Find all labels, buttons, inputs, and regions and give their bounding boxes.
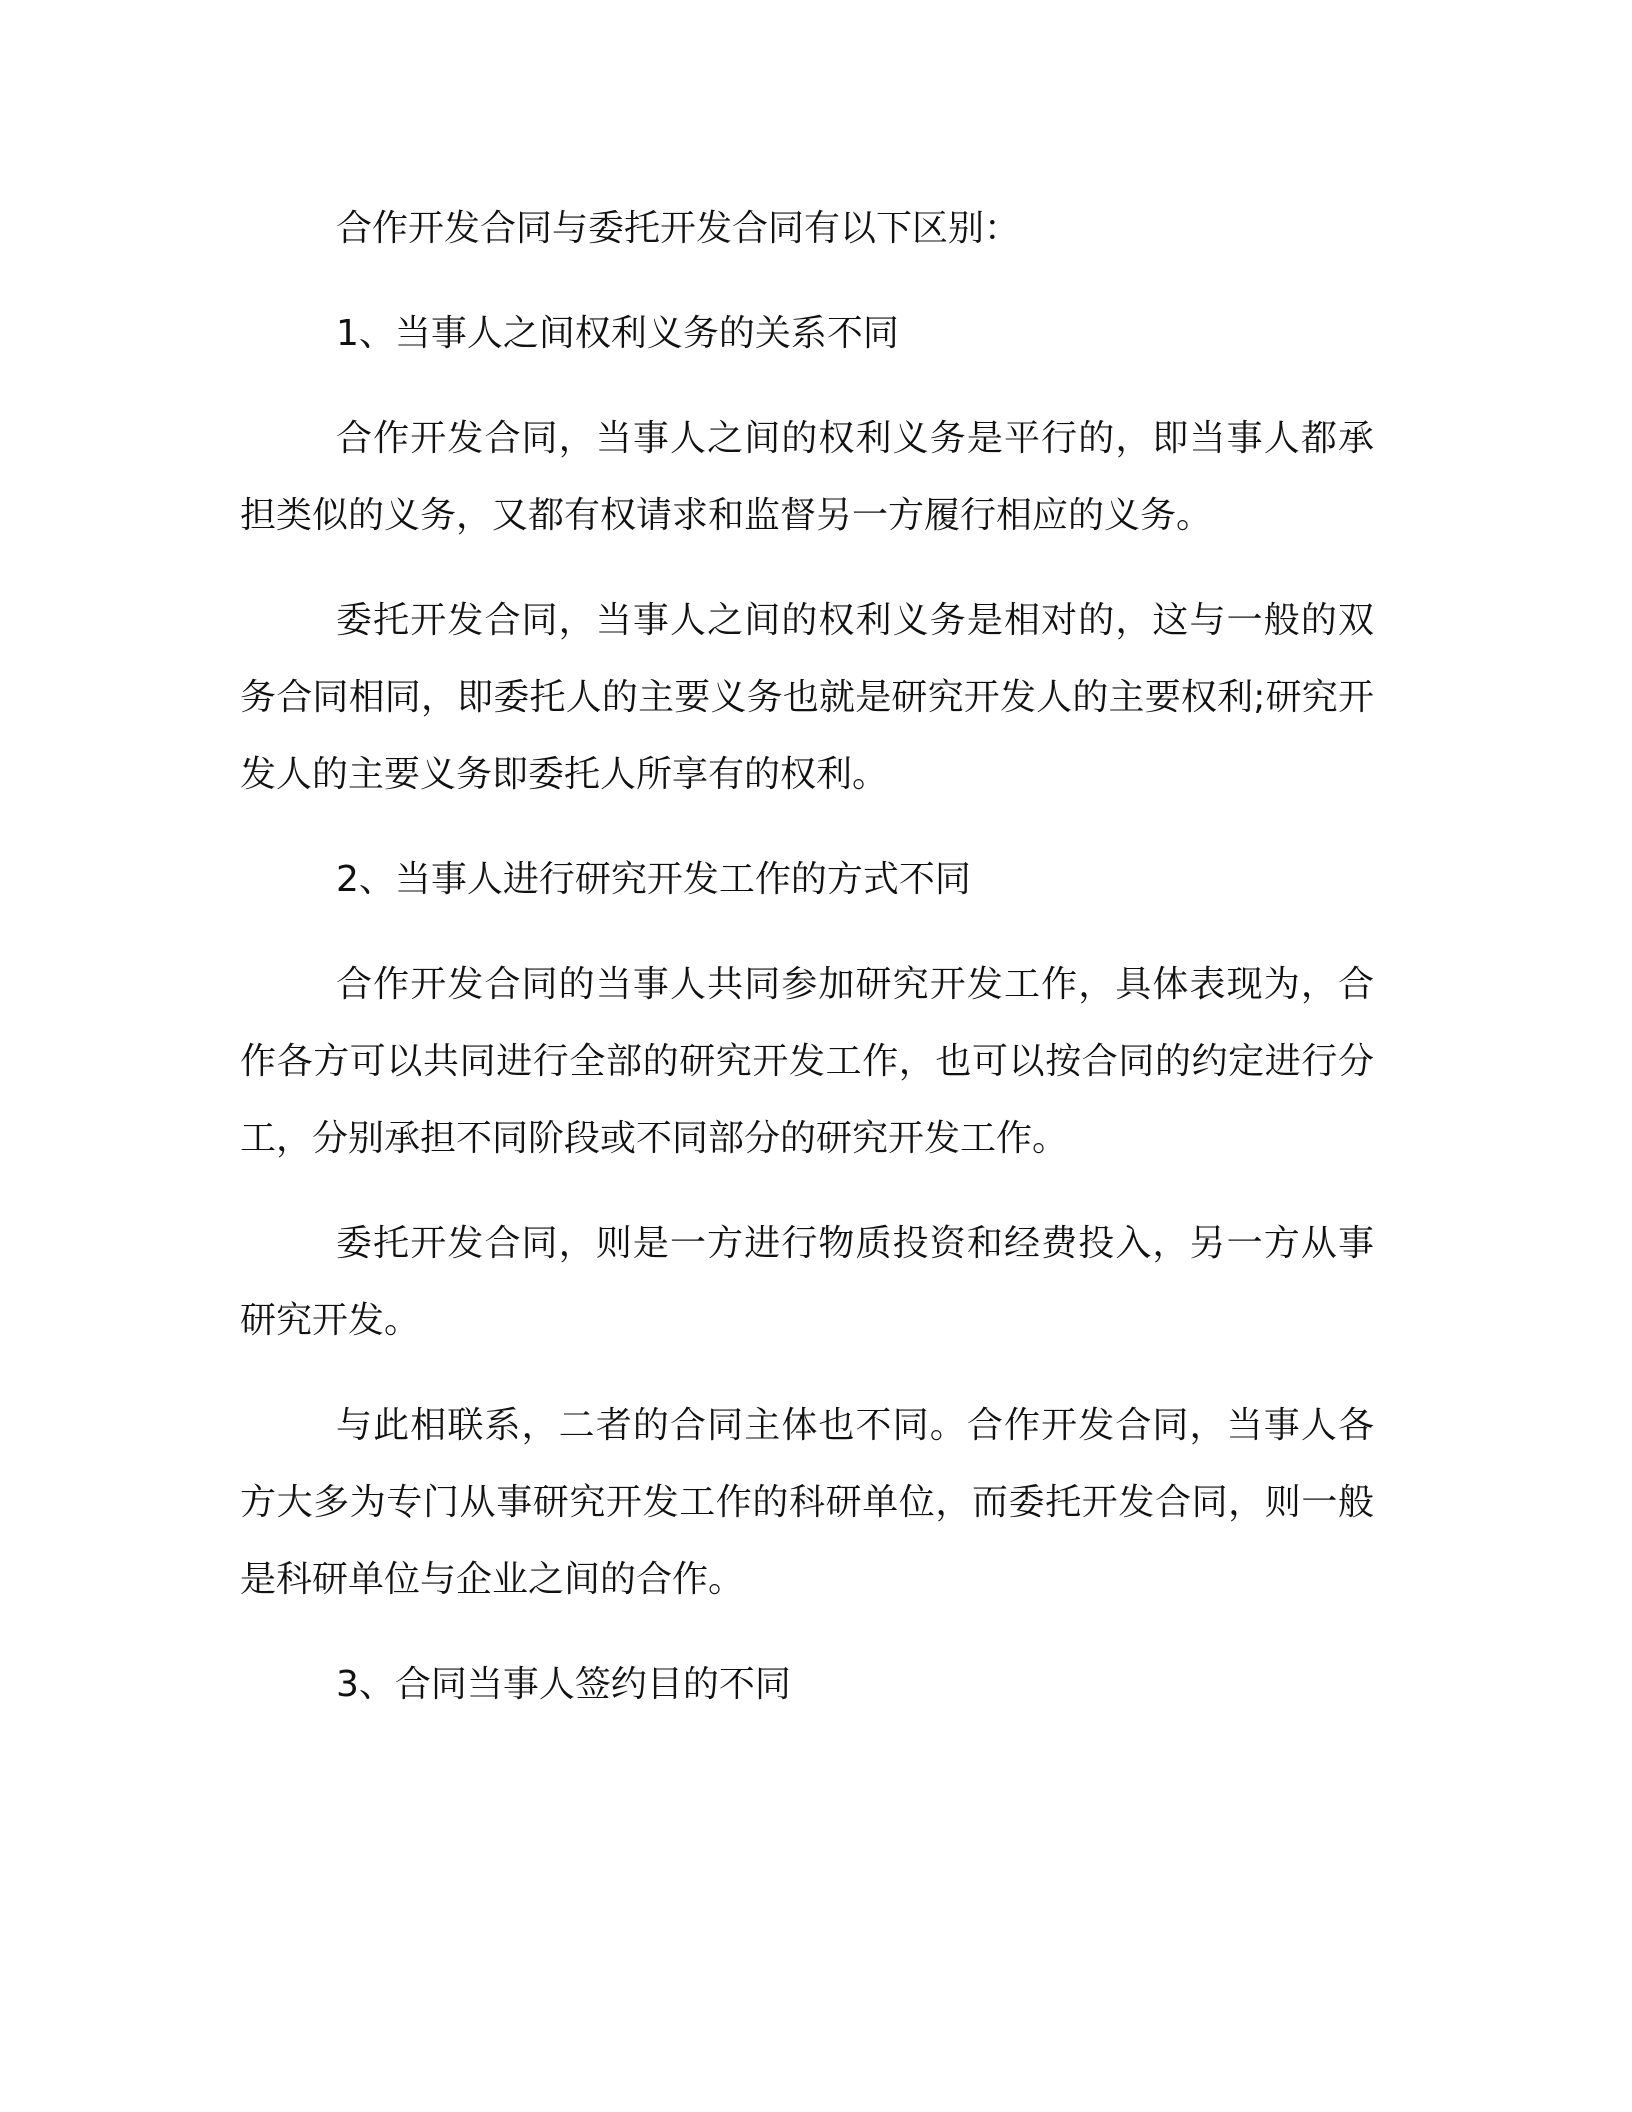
document-page	[240, 190, 1374, 1751]
section-2-paragraph-3: 与此相联系，二者的合同主体也不同。合作开发合同，当事人各方大多为专门从事研究开发工作的科研单位，而委托开发合同，则一般是科研单位与企业之间的合作。	[240, 1405, 1374, 1600]
section-3-heading: 3、合同当事人签约目的不同	[336, 1664, 791, 1705]
section-2-heading: 2、当事人进行研究开发工作的方式不同	[336, 859, 971, 900]
section-2-paragraph-2: 委托开发合同，则是一方进行物质投资和经费投入，另一方从事研究开发。	[240, 1223, 1374, 1341]
section-2-paragraph-1: 合作开发合同的当事人共同参加研究开发工作，具体表现为，合作各方可以共同进行全部的研究开发工作，也可以按合同的约定进行分工，分别承担不同阶段或不同部分的研究开发工作。	[240, 964, 1374, 1159]
section-1-paragraph-1: 合作开发合同，当事人之间的权利义务是平行的，即当事人都承担类似的义务，又都有权请求和监督另一方履行相应的义务。	[240, 418, 1374, 536]
section-1-paragraph-2: 委托开发合同，当事人之间的权利义务是相对的，这与一般的双务合同相同，即委托人的主要义务也就是研究开发人的主要权利;研究开发人的主要义务即委托人所享有的权利。	[240, 600, 1374, 795]
section-1-heading: 1、当事人之间权利义务的关系不同	[336, 313, 899, 354]
intro-line: 合作开发合同与委托开发合同有以下区别：	[336, 208, 1021, 249]
